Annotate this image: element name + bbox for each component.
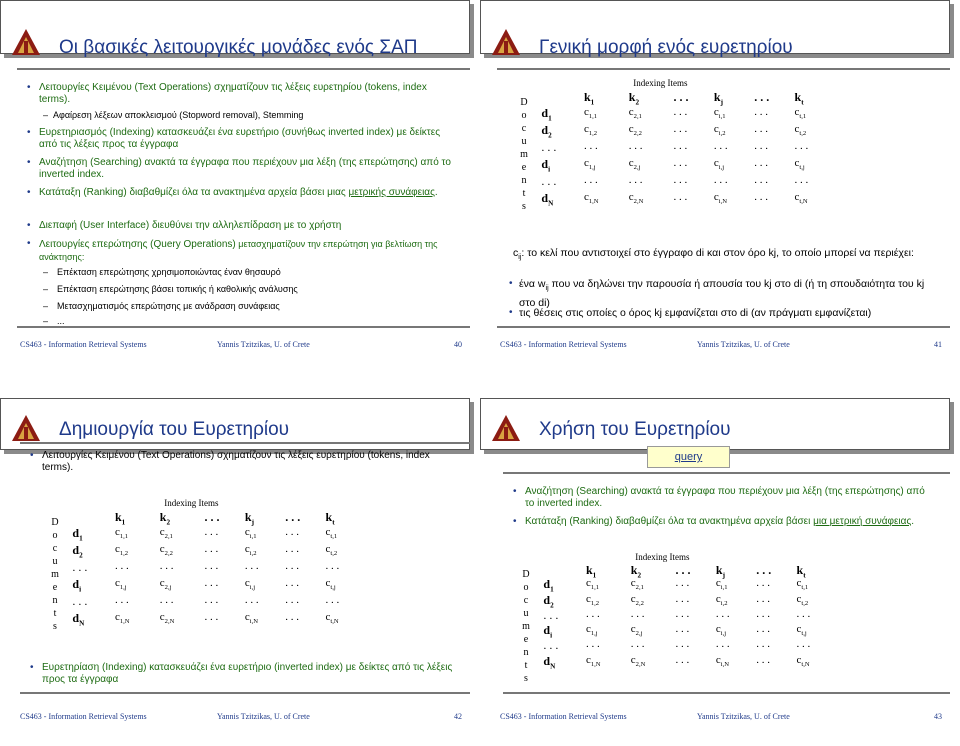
matrix-doc-label: $d_2$ — [72, 543, 83, 560]
matrix-doc-label: $d_i$ — [72, 577, 82, 594]
bullet-dot-icon: • — [27, 82, 31, 93]
matrix-cell: . . . — [204, 594, 219, 606]
matrix-cell: $c_{t,1}$ — [325, 526, 338, 541]
matrix-cell: . . . — [754, 123, 768, 135]
dash-icon: – — [43, 284, 49, 294]
matrix-cell: $c_{2,1}$ — [630, 577, 644, 592]
matrix-cell: $c_{1,j}$ — [585, 623, 598, 638]
bullet-ranking: • Κατάταξη (Ranking) διαβαθμίζει όλα τα ανακτημένα αρχεία βάσει μια μετρική συνάφειας. — [513, 516, 915, 527]
matrix-cell: $c_{1,N}$ — [583, 191, 599, 206]
matrix-cell: . . . — [159, 560, 174, 572]
matrix-term-header: . . . — [754, 90, 770, 104]
matrix-cell: . . . — [285, 560, 299, 572]
matrix-cell: . . . — [114, 594, 129, 606]
bullet-dot-icon: • — [27, 220, 31, 231]
documents-axis-label — [521, 568, 531, 685]
matrix-doc-label: $d_2$ — [543, 592, 554, 609]
dash-icon: – — [43, 267, 49, 277]
bullet-query-operations: • Λειτουργίες επερώτησης (Query Operations) μετασχηματίζουν την επερώτηση για βελτίωση της ανάκτησης: — [27, 238, 438, 262]
bullet-ranking: • Κατάταξη (Ranking) διαβαθμίζει όλα τα ανακτημένα αρχεία βάσει μιας μετρικής συνάφειας. — [27, 187, 438, 198]
documents-axis-letter: c — [523, 595, 529, 607]
university-crest-icon — [488, 413, 524, 443]
documents-axis-letter: e — [521, 162, 527, 173]
matrix-cell: $c_{t,N}$ — [796, 653, 810, 668]
matrix-term-header: . . . — [675, 562, 691, 577]
slide-title: Χρήση του Ευρετηρίου — [539, 419, 731, 440]
matrix-cell: . . . — [754, 157, 768, 169]
matrix-cell: $c_{1,N}$ — [114, 611, 130, 626]
matrix-cell: $c_{i,j}$ — [244, 577, 256, 592]
matrix-cell: . . . — [756, 607, 770, 620]
documents-axis-label — [50, 516, 60, 633]
documents-axis-letter: u — [521, 136, 527, 147]
matrix-cell: $c_{i,1}$ — [713, 106, 726, 121]
matrix-cell: . . . — [285, 611, 299, 623]
documents-axis-letter: n — [521, 175, 527, 186]
matrix-cell: $c_{t,2}$ — [794, 123, 807, 138]
bullet-indexing: • Ευρετηρίαση (Indexing) κατασκευάζει ένα ευρετήριο (inverted index) με δείκτες από τις λέξεις προς τα έγγραφα — [30, 662, 453, 685]
matrix-cell: $c_{2,2}$ — [628, 123, 642, 138]
sub-stopword: – Αφαίρεση λέξεων αποκλεισμού (Stopword removal), Stemming — [43, 110, 304, 120]
documents-axis-letter: o — [52, 530, 58, 541]
content-area — [20, 442, 470, 694]
matrix-cell: $c_{i,1}$ — [244, 526, 257, 541]
matrix-cell: $c_{2,j}$ — [630, 623, 643, 638]
matrix-cell: . . . — [754, 174, 768, 186]
matrix-cell: $c_{i,1}$ — [715, 577, 728, 592]
matrix-cell: . . . — [675, 577, 690, 590]
matrix-cell: . . . — [673, 157, 688, 169]
matrix-cell: . . . — [675, 623, 690, 636]
matrix-doc-label: $d_1$ — [72, 526, 83, 543]
university-crest-icon — [8, 27, 44, 57]
bullet-text-operations: • Λειτουργίες Κειμένου (Text Operations) σχηματίζουν τις λέξεις ευρετηρίου (tokens, index terms). — [30, 450, 430, 473]
matrix-cell: $c_{2,1}$ — [628, 106, 642, 121]
matrix-cell: $c_{2,N}$ — [628, 191, 644, 206]
bullet-dot-icon: • — [27, 238, 31, 249]
matrix-cell: . . . — [673, 191, 688, 203]
bullet-dot-icon: • — [30, 450, 34, 461]
slide-title: Γενική μορφή ενός ευρετηρίου — [539, 37, 793, 58]
matrix-doc-label: . . . — [541, 140, 557, 154]
matrix-cell: $c_{t,2}$ — [796, 592, 809, 607]
matrix-cell: $c_{t,2}$ — [325, 543, 338, 558]
title-bar — [0, 0, 470, 58]
indexing-items-label: Indexing Items — [635, 552, 690, 562]
university-crest-icon — [8, 413, 44, 443]
matrix-cell: $c_{1,j}$ — [114, 577, 127, 592]
matrix-cell: . . . — [675, 638, 690, 651]
matrix-cell: . . . — [114, 560, 129, 572]
matrix-doc-label: . . . — [541, 174, 557, 188]
documents-axis-letter: m — [520, 149, 528, 160]
matrix-doc-label: $d_i$ — [541, 157, 551, 174]
documents-axis-letter: t — [53, 608, 57, 619]
matrix-cell: . . . — [285, 526, 299, 538]
matrix-term-header: $k_1$ — [114, 510, 126, 527]
matrix-term-header: $k_j$ — [244, 510, 254, 527]
matrix-cell: $c_{t,N}$ — [794, 191, 808, 206]
matrix-cell: . . . — [673, 106, 688, 118]
matrix-cell: $c_{i,j}$ — [715, 623, 727, 638]
matrix-cell: . . . — [713, 174, 728, 186]
bullet-searching: • Αναζήτηση (Searching) ανακτά τα έγγραφα που περιέχουν μια λέξη (της επερώτησης) από το inverted index. — [27, 157, 451, 180]
matrix-cell: $c_{1,1}$ — [585, 577, 600, 592]
matrix-cell: $c_{t,1}$ — [796, 577, 809, 592]
index-matrix — [519, 78, 849, 228]
matrix-cell: . . . — [204, 560, 219, 572]
content-area — [497, 68, 950, 328]
documents-axis-letter: c — [52, 543, 58, 554]
documents-axis-letter: u — [523, 608, 529, 620]
matrix-cell: . . . — [715, 607, 730, 620]
page-number: 43 — [934, 712, 942, 721]
matrix-term-header: . . . — [204, 510, 220, 524]
bullet-dot-icon: • — [27, 157, 31, 168]
matrix-cell: . . . — [204, 611, 219, 623]
matrix-term-header: $k_j$ — [715, 562, 725, 580]
matrix-term-header: $k_t$ — [794, 90, 804, 107]
index-matrix — [521, 552, 851, 702]
matrix-cell: $c_{2,N}$ — [159, 611, 175, 626]
documents-axis-letter: n — [523, 647, 529, 659]
matrix-cell: . . . — [713, 140, 728, 152]
documents-axis-letter: t — [524, 660, 528, 672]
matrix-cell: . . . — [244, 594, 259, 606]
documents-axis-letter: s — [522, 201, 526, 212]
bullet-indexing: • Ευρετηριασμός (Indexing) κατασκευάζει ένα ευρετήριο (συνήθως inverted index) με δείκτες από τις λέξεις προς τα έγγραφα — [27, 127, 441, 150]
title-bar — [480, 0, 950, 58]
matrix-cell: . . . — [673, 140, 688, 152]
university-crest-icon — [488, 27, 524, 57]
matrix-cell: . . . — [630, 607, 645, 620]
query-box: query — [647, 446, 730, 468]
matrix-doc-label: $d_N$ — [543, 653, 556, 671]
matrix-doc-label: . . . — [543, 638, 559, 653]
documents-axis-letter: u — [52, 556, 58, 567]
bullet-dot-icon: • — [27, 127, 31, 138]
matrix-cell: . . . — [325, 560, 340, 572]
bullet-dot-icon: • — [30, 662, 34, 673]
sub-ellipsis: – ... — [43, 316, 65, 326]
matrix-term-header: . . . — [673, 90, 689, 104]
matrix-cell: . . . — [675, 653, 690, 666]
matrix-cell: $c_{2,1}$ — [159, 526, 173, 541]
matrix-cell: $c_{t,j}$ — [325, 577, 336, 592]
matrix-cell: $c_{i,2}$ — [715, 592, 728, 607]
page-number: 42 — [454, 712, 462, 721]
documents-axis-letter: s — [524, 673, 528, 685]
matrix-cell: $c_{2,2}$ — [159, 543, 173, 558]
matrix-cell: . . . — [285, 577, 299, 589]
matrix-cell: $c_{i,N}$ — [713, 191, 728, 206]
page-number: 41 — [934, 340, 942, 349]
matrix-cell: . . . — [796, 607, 811, 620]
matrix-cell: . . . — [159, 594, 174, 606]
matrix-cell: . . . — [204, 526, 219, 538]
slide-title: Οι βασικές λειτουργικές μονάδες ενός ΣΑΠ — [59, 37, 418, 58]
documents-axis-letter: e — [523, 634, 529, 646]
matrix-term-header: $k_t$ — [325, 510, 335, 527]
matrix-cell: $c_{1,2}$ — [114, 543, 129, 558]
matrix-doc-label: $d_N$ — [72, 611, 85, 628]
documents-axis-label — [519, 96, 529, 213]
slide-42: Δημιουργία του Ευρετηρίου • Λειτουργίες Κειμένου (Text Operations) σχηματίζουν τις λέξεις ευρετηρίου (tokens, index terms). D o c u m e n t s Indexing Items $k_1$ $k_2$ . . . $k_j$ . . . $k_t$ $d_1$ $c_{1,1}$ $c_{2,1}$ . . . $c_{i,1}$ . . . $c_{t,1}$ $d_2$ $c_{1,2}$ $c_{2,2}$ . . . $c_{i,2}$ . . . $c_{t,2}$ . . . . . . . . . . . . . . . . . . . . . $d_i$ $c_{1,j}$ $c_{2,j}$ . . . $c_{i,j}$ . . . $c_{t,j}$ . . . . . . . . . . . . . . . . . . . . . $d_N$ $c_{1,N}$ $c_{2,N}$ . . . $c_{i,N}$ . . . $c_{t,N}$ • Ευρετηρίαση (Indexing) κατασκευάζει ένα ευρετήριο (inverted index) με δείκτες από τις λέξεις προς τα έγγραφα CS463 - Information Retrieval Systems Yannis Tzitzikas, U. of Crete 42 — [0, 390, 480, 724]
matrix-cell: . . . — [756, 653, 770, 666]
documents-axis-letter: o — [523, 582, 529, 594]
documents-axis-letter: t — [522, 188, 526, 199]
matrix-cell: . . . — [585, 607, 600, 620]
matrix-cell: . . . — [628, 140, 643, 152]
slide-43: Χρήση του Ευρετηρίου query • Αναζήτηση (Searching) ανακτά τα έγγραφα που περιέχουν μια λέξη (της επερώτησης) από το inverted index. • Κατάταξη (Ranking) διαβαθμίζει όλα τα ανακτημένα αρχεία βάσει μια μετρική συνάφειας. D o c u m e n t s Indexing Items $k_1$ $k_2$ . . . $k_j$ . . . $k_t$ $d_1$ $c_{1,1}$ $c_{2,1}$ . . . $c_{i,1}$ . . . $c_{t,1}$ $d_2$ $c_{1,2}$ $c_{2,2}$ . . . $c_{i,2}$ . . . $c_{t,2}$ . . . . . . . . . . . . . . . . . . . . . $d_i$ $c_{1,j}$ $c_{2,j}$ . . . $c_{i,j}$ . . . $c_{t,j}$ . . . . . . . . . . . . . . . . . . . . . $d_N$ $c_{1,N}$ $c_{2,N}$ . . . $c_{i,N}$ . . . $c_{t,N}$ CS463 - Information Retrieval Systems Yannis Tzitzikas, U. of Crete 43 — [480, 390, 960, 724]
matrix-cell: $c_{2,N}$ — [630, 653, 646, 668]
bullet-dot-icon: • — [509, 278, 513, 289]
matrix-cell: . . . — [673, 123, 688, 135]
matrix-cell: . . . — [675, 592, 690, 605]
dash-icon: – — [43, 316, 49, 326]
matrix-cell: $c_{1,1}$ — [114, 526, 129, 541]
matrix-cell: . . . — [628, 174, 643, 186]
documents-axis-letter: e — [52, 582, 58, 593]
matrix-cell: . . . — [285, 594, 299, 606]
matrix-cell: . . . — [675, 607, 690, 620]
content-area — [503, 472, 950, 694]
matrix-cell: . . . — [285, 543, 299, 555]
matrix-cell: $c_{i,2}$ — [713, 123, 726, 138]
matrix-cell: . . . — [673, 174, 688, 186]
matrix-cell: $c_{i,N}$ — [244, 611, 259, 626]
documents-axis-letter: n — [52, 595, 58, 606]
slide-40: Οι βασικές λειτουργικές μονάδες ενός ΣΑΠ • Λειτουργίες Κειμένου (Text Operations) σχηματίζουν τις λέξεις ευρετηρίου (tokens, index terms). – Αφαίρεση λέξεων αποκλεισμού (Stopword removal), Stemming • Ευρετηριασμός (Indexing) κατασκευάζει ένα ευρετήριο (συνήθως inverted index) με δείκτες από τις λέξεις προς τα έγγραφα • Αναζήτηση (Searching) ανακτά τα έγγραφα που περιέχουν μια λέξη (της επερώτησης) από το inverted index. • Κατάταξη (Ranking) διαβαθμίζει όλα τα ανακτημένα αρχεία βάσει μιας μετρικής συνάφειας. • Διεπαφή (User Interface) διευθύνει την αλληλεπίδραση με το χρήστη • Λειτουργίες επερώτησης (Query Operations) μετασχηματίζουν την επερώτηση για βελτίωση της ανάκτησης: – Επέκταση επερώτησης χρησιμοποιώντας έναν θησαυρό – Επέκταση επερώτησης βάσει τοπικής ή καθολικής ανάλυσης – Μετασχηματισμός επερώτησης με ανάδραση συνάφειας – ... CS463 - Information Retrieval Systems Yannis Tzitzikas, U. of Crete 40 — [0, 0, 480, 352]
documents-axis-letter: D — [520, 97, 528, 108]
matrix-cell: $c_{t,1}$ — [794, 106, 807, 121]
matrix-doc-label: $d_1$ — [543, 577, 554, 594]
matrix-term-header: . . . — [285, 510, 301, 524]
matrix-cell: . . . — [630, 638, 645, 651]
sub-local-global: – Επέκταση επερώτησης βάσει τοπικής ή καθολικής ανάλυσης — [43, 284, 298, 294]
title-bar — [480, 398, 950, 450]
bullet-dot-icon: • — [513, 486, 517, 497]
matrix-cell: . . . — [756, 623, 770, 636]
documents-axis-letter: m — [51, 569, 59, 580]
matrix-cell: . . . — [715, 638, 730, 651]
matrix-cell: . . . — [244, 560, 259, 572]
documents-axis-letter: m — [522, 621, 530, 633]
matrix-term-header: $k_2$ — [630, 562, 642, 580]
matrix-cell: . . . — [583, 174, 598, 186]
relevance-metric-link[interactable]: μετρικής συνάφειας — [348, 187, 435, 198]
page-number: 40 — [454, 340, 462, 349]
matrix-doc-label: $d_i$ — [543, 623, 553, 640]
dash-icon: – — [43, 301, 49, 311]
matrix-cell: . . . — [754, 191, 768, 203]
matrix-term-header: $k_1$ — [585, 562, 597, 580]
slide-41: Γενική μορφή ενός ευρετηρίου D o c u m e n t s Indexing Items $k_1$ $k_2$ . . . $k_j$ . . . $k_t$ $d_1$ $c_{1,1}$ $c_{2,1}$ . . . $c_{i,1}$ . . . $c_{t,1}$ $d_2$ $c_{1,2}$ $c_{2,2}$ . . . $c_{i,2}$ . . . $c_{t,2}$ . . . . . . . . . . . . . . . . . . . . . $d_i$ $c_{1,j}$ $c_{2,j}$ . . . $c_{i,j}$ . . . $c_{t,j}$ . . . . . . . . . . . . . . . . . . . . . $d_N$ $c_{1,N}$ $c_{2,N}$ . . . $c_{i,N}$ . . . $c_{t,N}$ $c_{ij}$: το κελί που αντιστοιχεί στο έγγραφο di και στον όρο kj, το οποίο μπορεί να περιέχει: • ένα $w_{ij}$ που να δηλώνει την παρουσία ή απουσία του kj στο di (ή τη σπουδαιότητα του kj στο di) • τις θέσεις στις οποίες ο όρος kj εμφανίζεται στο di (αν πράγματι εμφανίζεται) CS463 - Information Retrieval Systems Yannis Tzitzikas, U. of Crete 41 — [480, 0, 960, 352]
matrix-cell: . . . — [794, 140, 809, 152]
matrix-term-header: $k_2$ — [159, 510, 171, 527]
matrix-term-header: . . . — [756, 562, 772, 577]
sub-thesaurus: – Επέκταση επερώτησης χρησιμοποιώντας έναν θησαυρό — [43, 267, 281, 277]
bullet-user-interface: • Διεπαφή (User Interface) διευθύνει την αλληλεπίδραση με το χρήστη — [27, 220, 342, 231]
matrix-doc-label: . . . — [543, 607, 559, 622]
bullet-dot-icon: • — [509, 307, 513, 318]
documents-axis-letter: c — [521, 123, 527, 134]
slide-title: Δημιουργία του Ευρετηρίου — [59, 419, 290, 440]
matrix-cell: . . . — [204, 543, 219, 555]
matrix-term-header: $k_j$ — [713, 90, 723, 107]
matrix-doc-label: $d_2$ — [541, 123, 552, 140]
matrix-doc-label: $d_N$ — [541, 191, 554, 208]
matrix-cell: . . . — [583, 140, 598, 152]
matrix-cell: $c_{2,j}$ — [159, 577, 172, 592]
matrix-cell: $c_{i,2}$ — [244, 543, 257, 558]
bullet-dot-icon: • — [513, 516, 517, 527]
matrix-cell: . . . — [796, 638, 811, 651]
relevance-metric-link[interactable]: μια μετρική συνάφειας — [813, 516, 912, 527]
matrix-cell: . . . — [756, 638, 770, 651]
matrix-cell: $c_{1,2}$ — [585, 592, 600, 607]
matrix-term-header: $k_1$ — [583, 90, 595, 107]
bullet-positions: • τις θέσεις στις οποίες ο όρος kj εμφανίζεται στο di (αν πράγματι εμφανίζεται) — [509, 307, 872, 319]
matrix-cell: $c_{2,j}$ — [628, 157, 641, 172]
documents-axis-letter: s — [53, 621, 57, 632]
bullet-searching: • Αναζήτηση (Searching) ανακτά τα έγγραφα που περιέχουν μια λέξη (της επερώτησης) από το inverted index. — [513, 486, 925, 509]
matrix-doc-label: . . . — [72, 594, 88, 608]
matrix-doc-label: $d_1$ — [541, 106, 552, 123]
matrix-cell: $c_{i,N}$ — [715, 653, 730, 668]
bullet-dot-icon: • — [27, 187, 31, 198]
matrix-cell: . . . — [325, 594, 340, 606]
matrix-cell: $c_{1,1}$ — [583, 106, 598, 121]
matrix-cell: $c_{1,N}$ — [585, 653, 601, 668]
matrix-cell: $c_{t,N}$ — [325, 611, 339, 626]
index-matrix — [50, 498, 380, 648]
bullet-text-operations: • Λειτουργίες Κειμένου (Text Operations) σχηματίζουν τις λέξεις ευρετηρίου (tokens, index terms). — [27, 82, 427, 105]
matrix-cell: . . . — [754, 106, 768, 118]
dash-icon: – — [43, 110, 49, 120]
matrix-term-header: $k_t$ — [796, 562, 806, 580]
matrix-term-header: $k_2$ — [628, 90, 640, 107]
matrix-doc-label: . . . — [72, 560, 88, 574]
matrix-cell: $c_{t,j}$ — [794, 157, 805, 172]
matrix-cell: $c_{i,j}$ — [713, 157, 725, 172]
sub-relevance-feedback: – Μετασχηματισμός επερώτησης με ανάδραση συνάφειας — [43, 301, 280, 311]
documents-axis-letter: D — [522, 569, 530, 581]
matrix-cell: $c_{1,2}$ — [583, 123, 598, 138]
matrix-cell: . . . — [794, 174, 809, 186]
content-area — [17, 68, 470, 328]
matrix-cell: . . . — [204, 577, 219, 589]
documents-axis-letter: D — [51, 517, 59, 528]
indexing-items-label: Indexing Items — [633, 78, 688, 88]
cell-description: $c_{ij}$: το κελί που αντιστοιχεί στο έγγραφο di και στον όρο kj, το οποίο μπορεί να περιέχει: — [513, 247, 914, 262]
matrix-cell: . . . — [585, 638, 600, 651]
matrix-cell: . . . — [756, 577, 770, 590]
documents-axis-letter: o — [521, 110, 527, 121]
bullet-weight: • ένα $w_{ij}$ που να δηλώνει την παρουσία ή απουσία του kj στο di (ή τη σπουδαιότητα του kj στο di) — [509, 278, 925, 310]
matrix-cell: . . . — [754, 140, 768, 152]
matrix-cell: $c_{1,j}$ — [583, 157, 596, 172]
matrix-cell: $c_{2,2}$ — [630, 592, 644, 607]
matrix-cell: . . . — [756, 592, 770, 605]
indexing-items-label: Indexing Items — [164, 498, 219, 508]
matrix-cell: $c_{t,j}$ — [796, 623, 807, 638]
